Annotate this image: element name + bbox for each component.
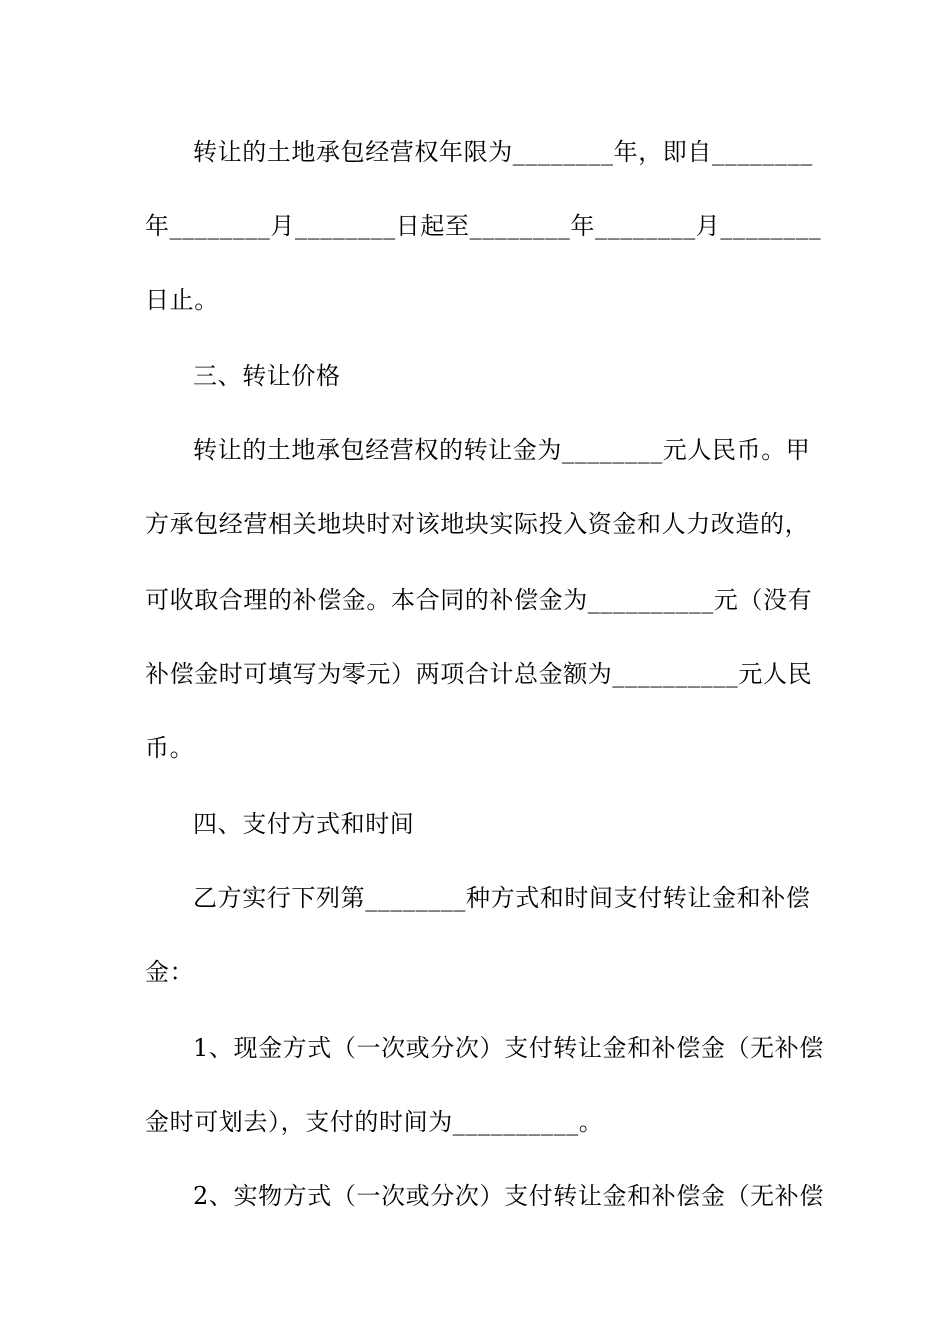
paragraph-line: 乙方实行下列第________种方式和时间支付转让金和补偿	[193, 884, 811, 912]
paragraph-line: 可收取合理的补偿金。本合同的补偿金为__________元（没有	[145, 586, 813, 614]
paragraph-line: 金：	[145, 958, 195, 986]
paragraph-line: 转让的土地承包经营权的转让金为________元人民币。甲	[193, 436, 811, 464]
list-item: 1、现金方式（一次或分次）支付转让金和补偿金（无补偿	[193, 1034, 824, 1062]
paragraph-line: 日止。	[145, 286, 219, 314]
list-item: 2、实物方式（一次或分次）支付转让金和补偿金（无补偿	[193, 1182, 824, 1210]
paragraph-line: 币。	[145, 734, 195, 762]
paragraph-line: 转让的土地承包经营权年限为________年，即自________	[193, 138, 813, 166]
paragraph-line: 方承包经营相关地块时对该地块实际投入资金和人力改造的，	[145, 510, 810, 538]
list-item-continuation: 金时可划去），支付的时间为__________。	[145, 1108, 604, 1136]
paragraph-line: 补偿金时可填写为零元）两项合计总金额为__________元人民	[145, 660, 813, 688]
section-heading: 三、转让价格	[193, 362, 341, 390]
paragraph-line: 年________月________日起至________年________月________	[145, 212, 822, 240]
section-heading: 四、支付方式和时间	[193, 810, 415, 838]
